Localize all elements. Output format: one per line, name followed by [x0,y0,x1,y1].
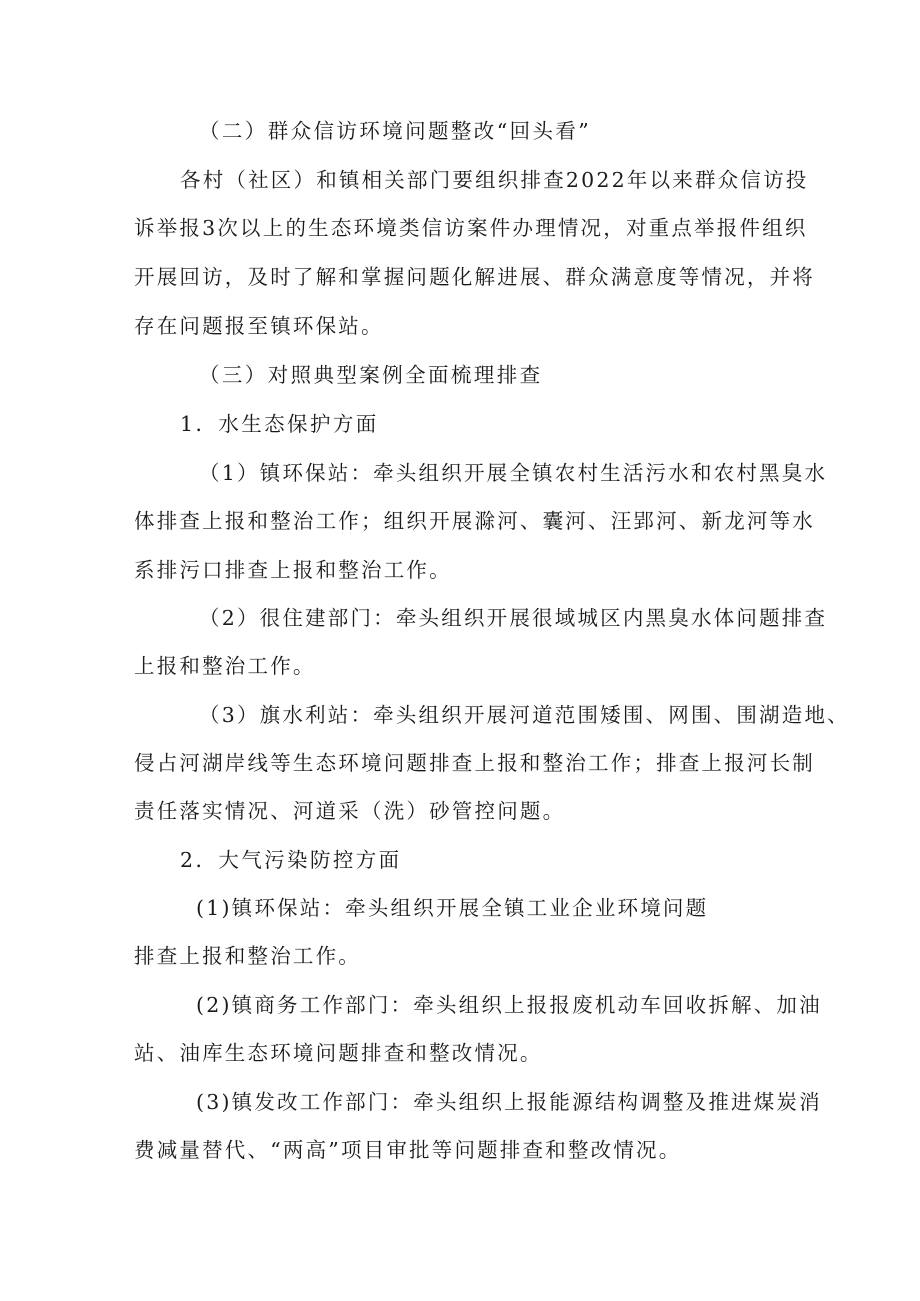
paragraph-line: 各村（社区）和镇相关部门要组织排查2022年以来群众信访投 [180,168,809,192]
paragraph-line: 开展回访，及时了解和掌握问题化解进展、群众满意度等情况，并将 [134,265,815,289]
section-heading-3: （三）对照典型案例全面梳理排查 [199,363,543,387]
paragraph-line: (2)镇商务工作部门：牵头组织上报报废机动车回收拆解、加油 [196,993,822,1017]
paragraph-line: 上报和整治工作。 [134,654,316,678]
paragraph-line: 系排污口排查上报和整治工作。 [134,558,452,582]
paragraph-line: 责任落实情况、河道采（洗）砂管控问题。 [134,799,566,823]
paragraph-line: （1）镇环保站：牵头组织开展全镇农村生活污水和农村黑臭水 [199,461,828,485]
paragraph-line: 侵占河湖岸线等生态环境问题排查上报和整治工作；排查上报河长制 [134,751,815,775]
paragraph-line: 存在问题报至镇环保站。 [134,314,384,338]
paragraph-line: 诉举报3次以上的生态环境类信访案件办理情况，对重点举报件组织 [134,216,808,240]
subsection-heading-2: 2．大气污染防控方面 [180,848,402,872]
paragraph-line: (3)镇发改工作部门：牵头组织上报能源结构调整及推进煤炭消 [196,1090,822,1114]
paragraph-line: （3）旗水利站：牵头组织开展河道范围矮围、网围、围湖造地、 [199,703,850,727]
paragraph-line: 费减量替代、“两高”项目审批等问题排查和整改情况。 [134,1138,682,1162]
subsection-heading-1: 1．水生态保护方面 [180,412,379,436]
section-heading-2: （二）群众信访环境问题整改“回头看” [199,119,592,143]
paragraph-line: (1)镇环保站：牵头组织开展全镇工业企业环境问题 [196,896,709,920]
paragraph-line: 站、油库生态环境问题排查和整改情况。 [134,1041,543,1065]
paragraph-line: 排查上报和整治工作。 [134,944,361,968]
paragraph-line: 体排查上报和整治工作；组织开展滁河、囊河、汪郢河、新龙河等水 [134,509,815,533]
paragraph-line: （2）很住建部门：牵头组织开展很域城区内黑臭水体问题排查 [199,606,828,630]
